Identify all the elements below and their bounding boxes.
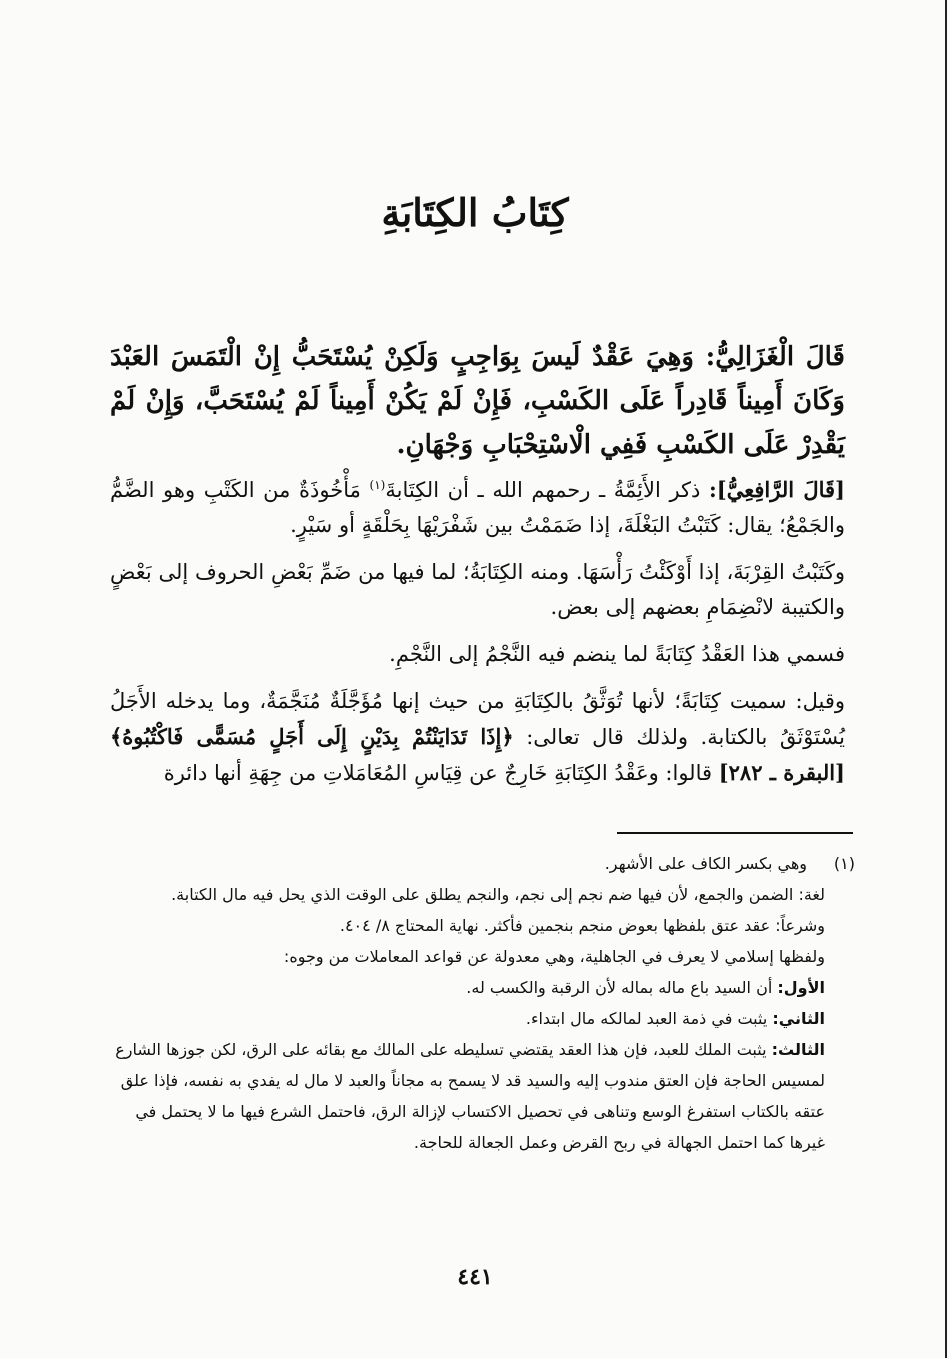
sharh-text: مَأْخُوذَةٌ من الكَتْبِ وهو الضَّمُّ والجَمْعُ؛ يقال: كَتَبْتُ البَغْلَةَ، إذا ضَمَمْتُ بين شَفْرَيْهَا بِحَلْقَةٍ أو سَيْرٍ. [110, 478, 845, 537]
footnote-line: ولفظها إسلامي لا يعرف في الجاهلية، وهي معدولة عن قواعد المعاملات من وجوه: [283, 947, 825, 966]
page-edge [945, 0, 947, 1358]
footnotes [110, 848, 855, 1158]
footnote-line: وشرعاً: عقد عتق بلفظها بعوض منجم بنجمين فأكثر. نهاية المحتاج ٨/ ٤٠٤. [339, 916, 825, 935]
footnote-ref[interactable]: (١) [369, 478, 386, 492]
footnote-divider [617, 832, 853, 834]
footnote-line: لغة: الضمن والجمع، لأن فيها ضم نجم إلى نجم، والنجم يطلق على الوقت الذي يحل فيه مال الكتابة. [171, 885, 825, 904]
footnote-number: (١) [833, 854, 855, 873]
sharh-paragraph-3: فسمي هذا العَقْدُ كِتَابَةً لما ينضم فيه النَّجْمُ إلى النَّجْمِ. [389, 642, 845, 666]
verse-reference: [البقرة ـ ٢٨٢] [718, 760, 845, 785]
footnote-line: (١)وهي بكسر الكاف على الأشهر. [110, 848, 855, 879]
rafii-label: [قَالَ الرَّافِعِيُّ]: [709, 477, 845, 502]
quran-verse: ﴿إِذَا تَدَايَنْتُمْ بِدَيْنٍ إِلَى أَجَلٍ مُسَمًّى فَاكْتُبُوهُ﴾ [110, 724, 514, 749]
sharh-text: وقيل: سميت كِتَابَةً؛ لأنها تُوَثَّقُ بالكِتَابَةِ من حيث إنها مُؤَجَّلَةٌ مُنَجَّمَةٌ، وما يدخله الأَجَلُ يُسْتَوْثَقُ بالكتابة. ولذلك قال تعالى: [110, 689, 845, 749]
matn-paragraph: قَالَ الْغَزَالِيُّ: وَهِيَ عَقْدٌ لَيسَ بِوَاجِبٍ وَلَكِنْ يُسْتَحَبُّ إِنْ الْتَمَسَ العَبْدَ وَكَانَ أَمِيناً قَادِراً عَلَى الكَسْبِ، فَإِنْ لَمْ يَكُنْ أَمِيناً لَمْ يُسْتَحَبَّ، وَإِنْ لَمْ يَقْدِرْ عَلَى الكَسْبِ فَفِي الْاسْتِحْبَابِ وَجْهَانِ. [110, 342, 845, 460]
page-number: ٤٤١ [457, 1264, 493, 1290]
sharh-text: ذكر الأَئِمَّةُ ـ رحمهم الله ـ أن الكِتَابةَ [385, 478, 701, 502]
sharh-section [110, 468, 845, 803]
sharh-paragraph-1 [110, 468, 845, 543]
footnote-line: الثالث: يثبت الملك للعبد، فإن هذا العقد يقتضي تسليطه على المالك مع بقائه على الرق، لكن جوزها الشارع لمسيس الحاجة فإن العتق مندوب إليه والسيد قد لا يسمح به مجاناً والعبد لا مال له يفدي به نفسه، فإذا علق عتقه بالكتاب استفرغ الوسع وتناهى في تحصيل الاكتساب لإزالة الرق، فاحتمل الشرع فيها ما لا يحتمل في غيرها كما احتمل الجهالة في ربح القرض وعمل الجعالة للحاجة. [115, 1040, 825, 1152]
sharh-paragraph-2: وكَتَبْتُ القِرْبَةَ، إذا أَوْكَئْتُ رَأْسَهَا. ومنه الكِتَابَةُ؛ لما فيها من ضَمِّ بَعْضِ الحروف إلى بَعْضٍ والكتيبة لانْضِمَامِ بعضهم إلى بعض. [110, 560, 845, 619]
sharh-text: قالوا: وعَقْدُ الكِتَابَةِ خَارِجٌ عن قِيَاسِ المُعَامَلاتِ من جِهَةِ أنها دائرة [163, 761, 713, 785]
footnote-line: الثاني: يثبت في ذمة العبد لمالكه مال ابتداء. [525, 1009, 825, 1028]
footnote-line: الأول: أن السيد باع ماله بماله لأن الرقبة والكسب له. [466, 978, 825, 997]
sharh-paragraph-4 [110, 684, 845, 791]
chapter-title: كِتَابُ الكِتَابَةِ [381, 190, 569, 235]
